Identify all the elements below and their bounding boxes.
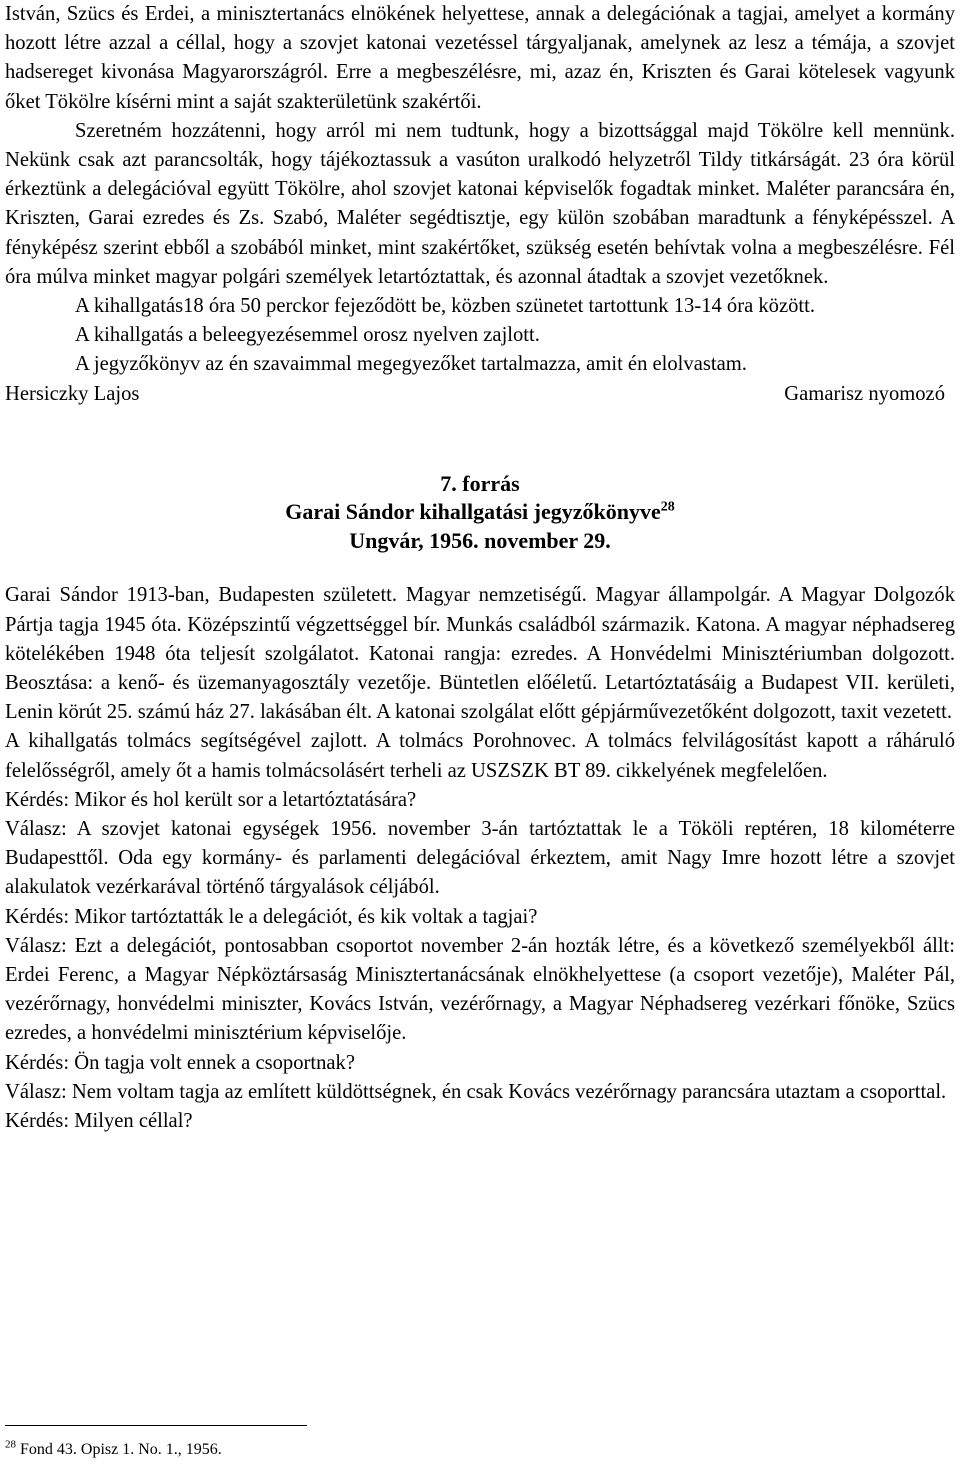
intro-paragraph-3: A kihallgatás18 óra 50 perckor fejeződött be, közben szünetet tartottunk 13-14 óra között. — [75, 295, 815, 318]
question-4: Kérdés: Milyen céllal? — [5, 1110, 193, 1132]
body-paragraph-1: Garai Sándor 1913-ban, Budapesten született. Magyar nemzetiségű. Magyar állampolgár. A Magyar Dolgozók Pártja tagja 1945 óta. Középszintű végzettséggel bír. Munkás családból származik. Katona. A magyar néphadsereg kötelékében 1948 óta teljesít szolgálatot. Katonai rangja: ezredes. A Honvédelmi Minisztériumban dolgozott. Beosztása: a kenő- és üzemanyagosztály vezetője. Büntetlen előéletű. Letartóztatásáig a Budapest VII. kerületi, Lenin körút 25. számú ház 27. lakásában élt. A katonai szolgálat előtt gépjárművezetőként dolgozott, taxit vezetett. — [5, 584, 955, 724]
intro-paragraph-4: A kihallgatás a beleegyezésemmel orosz nyelven zajlott. — [75, 324, 540, 347]
footnote-text: Fond 43. Opisz 1. No. 1., 1956. — [20, 1441, 222, 1458]
place-date: Ungvár, 1956. november 29. — [349, 527, 611, 553]
footnote — [5, 1440, 222, 1460]
section-heading — [5, 470, 955, 556]
document-title — [5, 498, 955, 527]
footnote-divider — [5, 1425, 307, 1426]
answer-1: Válasz: A szovjet katonai egységek 1956. november 3-án tartóztattak le a Tököli reptéren, 18 kilométerre Budapesttől. Oda egy kormány- és parlamenti delegációval érkeztem, amit Nagy Imre hozott létre a szovjet alakulatok vezérkarával történő tárgyalások céljából. — [5, 817, 955, 899]
intro-paragraph-1: István, Szücs és Erdei, a minisztertanács elnökének helyettese, annak a delegációnak a tagjai, amelyet a kormány hozott létre azzal a céllal, hogy a szovjet katonai vezetéssel tárgyaljanak, amelynek az lesz a témája, a szovjet hadsereget kivonása Magyarországról. Erre a megbeszélésre, mi, azaz én, Kriszten és Garai kötelesek vagyunk őket Tökölre kísérni mint a saját szakterületünk szakértői. — [5, 3, 955, 113]
signature-right: Gamarisz nyomozó — [784, 382, 945, 405]
question-2: Kérdés: Mikor tartóztatták le a delegációt, és kik voltak a tagjai? — [5, 905, 538, 928]
answer-2: Válasz: Ezt a delegációt, pontosabban csoportot november 2-án hozták létre, és a következő személyekből állt: Erdei Ferenc, a Magyar Népköztársaság Minisztertanácsának elnökhelyettese (a csoport vezetője), Maléter Pál, vezérőrnagy, honvédelmi miniszter, Kovács István, vezérőrnagy, a Magyar Néphadsereg vezérkari főnöke, Szücs ezredes, a honvédelmi minisztérium képviselője. — [5, 934, 955, 1045]
document-title-text: Garai Sándor kihallgatási jegyzőkönyve — [285, 499, 661, 525]
signature-left: Hersiczky Lajos — [5, 382, 140, 405]
intro-paragraph-5: A jegyzőkönyv az én szavaimmal megegyezőket tartalmazza, amit én elolvastam. — [75, 353, 747, 376]
footnote-number: 28 — [5, 1438, 16, 1451]
body-paragraph-2: A kihallgatás tolmács segítségével zajlott. A tolmács Porohnovec. A tolmács felvilágosítást kapott a ráháruló felelősségről, amely őt a hamis tolmácsolásért terheli az USZSZK BT 89. cikkelyének megfelelően. — [5, 730, 955, 782]
source-number: 7. forrás — [440, 470, 520, 496]
signature-row — [5, 380, 955, 409]
question-3: Kérdés: Ön tagja volt ennek a csoportnak? — [5, 1051, 355, 1074]
intro-paragraph-2: Szeretném hozzátenni, hogy arról mi nem tudtunk, hogy a bizottsággal majd Tökölre kell mennünk. Nekünk csak azt parancsolták, hogy tájékoztassuk a vasúton uralkodó helyzetről Tildy titkárságát. 23 óra körül érkeztünk a delegációval együtt Tökölre, ahol szovjet katonai képviselők fogadtak minket. Maléter parancsára én, Kriszten, Garai ezredes és Zs. Szabó, Maléter segédtisztje, egy külön szobában maradtunk a fényképésszel. A fényképész szerint ebből a szobából minket, mint szakértőket, szükség esetén behívtak volna a megbeszélésre. Fél óra múlva minket magyar polgári személyek letartóztattak, és azonnal átadtak a szovjet vezetőknek. — [5, 119, 955, 288]
document-page — [5, 0, 955, 1136]
answer-3: Válasz: Nem voltam tagja az említett küldöttségnek, én csak Kovács vezérőrnagy parancsára utaztam a csoporttal. — [5, 1080, 947, 1103]
footnote-ref[interactable]: 28 — [660, 500, 675, 516]
question-1: Kérdés: Mikor és hol került sor a letartóztatására? — [5, 788, 417, 811]
